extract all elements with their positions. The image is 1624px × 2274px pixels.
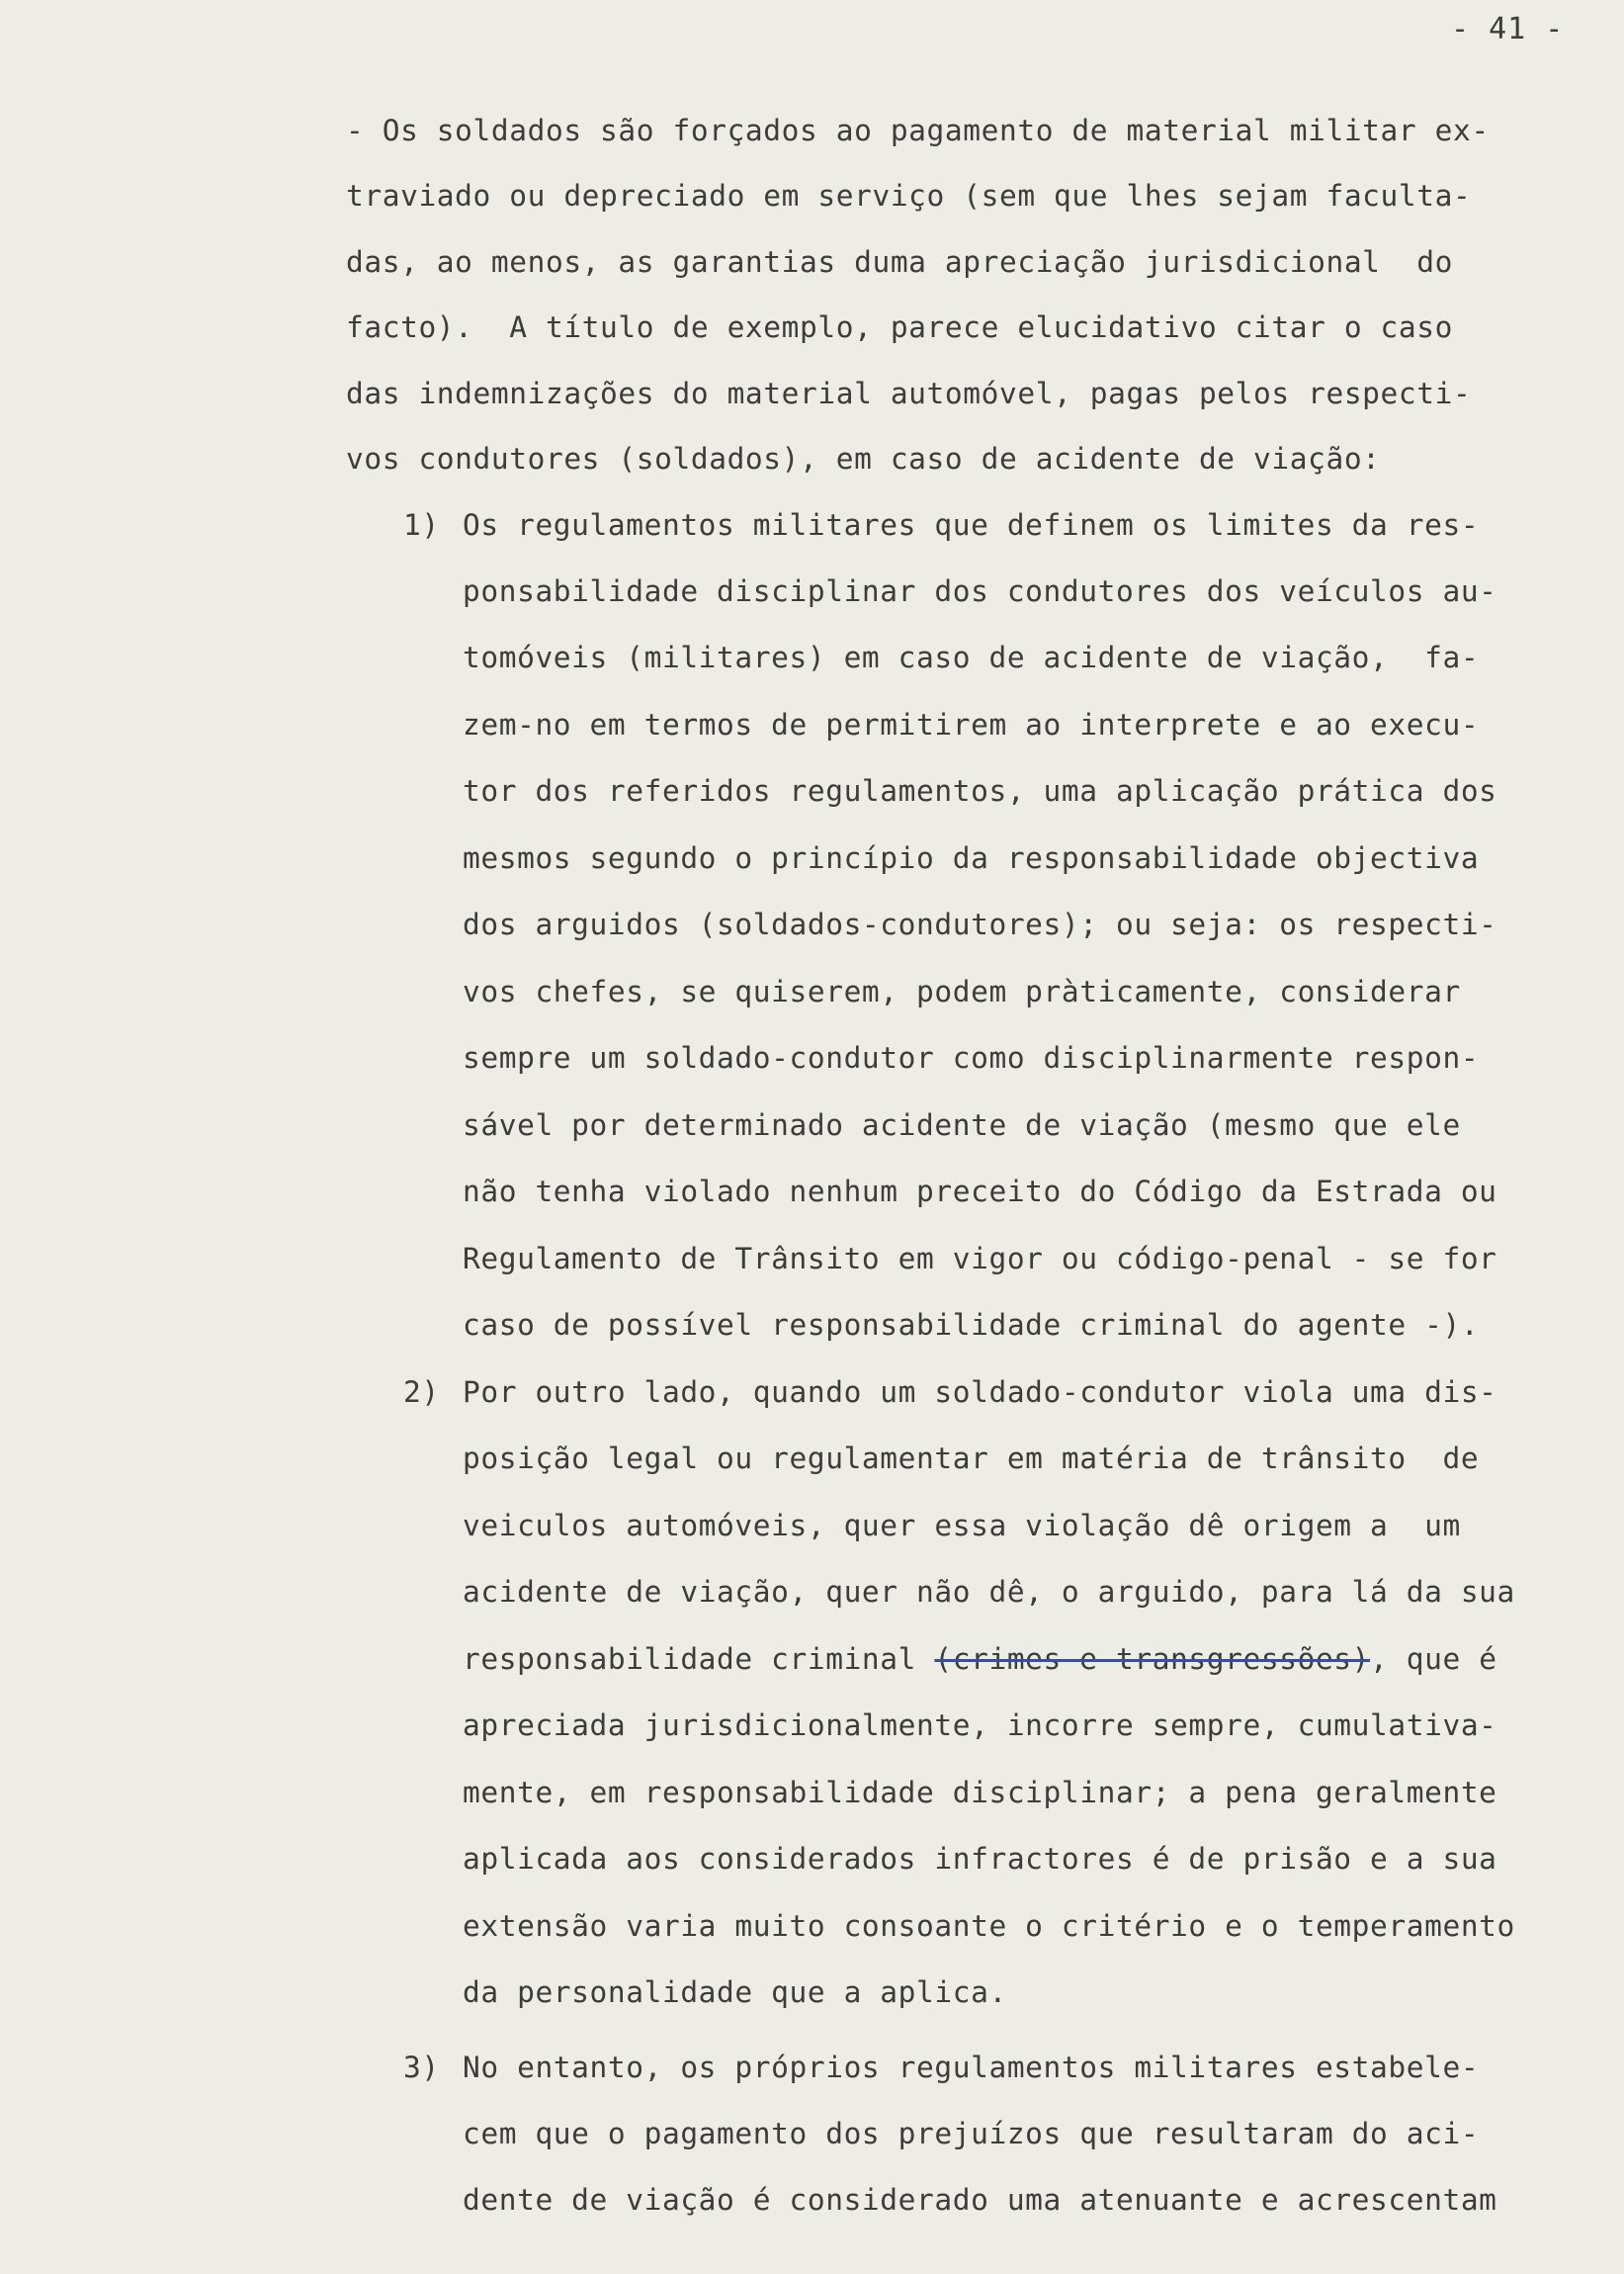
text-line: vos chefes, se quiserem, podem pràticamente, considerar bbox=[463, 975, 1461, 1008]
text-line: dos arguidos (soldados-condutores); ou seja: os respecti- bbox=[463, 908, 1497, 941]
text-line: dente de viação é considerado uma atenuante e acrescentam bbox=[463, 2183, 1497, 2217]
text-line-with-strike bbox=[463, 1641, 1497, 1677]
text-segment: responsabilidade criminal bbox=[463, 1642, 935, 1676]
item-number: 1) bbox=[403, 508, 440, 542]
text-line: mente, em responsabilidade disciplinar; a pena geralmente bbox=[463, 1776, 1497, 1809]
text-line: extensão varia muito consoante o critério e o temperamento bbox=[463, 1909, 1515, 1943]
text-line: facto). A título de exemplo, parece elucidativo citar o caso bbox=[346, 310, 1453, 344]
text-line: Regulamento de Trânsito em vigor ou código-penal - se for bbox=[463, 1242, 1497, 1275]
text-line: ponsabilidade disciplinar dos condutores dos veículos au- bbox=[463, 574, 1497, 608]
text-line: cem que o pagamento dos prejuízos que resultaram do aci- bbox=[463, 2117, 1480, 2150]
text-line: posição legal ou regulamentar em matéria de trânsito de bbox=[463, 1442, 1480, 1475]
text-line: Os regulamentos militares que definem os limites da res- bbox=[463, 508, 1480, 542]
item-number: 2) bbox=[403, 1375, 440, 1409]
text-line: tor dos referidos regulamentos, uma aplicação prática dos bbox=[463, 774, 1497, 808]
text-line: sável por determinado acidente de viação (mesmo que ele bbox=[463, 1108, 1461, 1142]
text-line: sempre um soldado-condutor como disciplinarmente respon- bbox=[463, 1041, 1480, 1075]
text-line: não tenha violado nenhum preceito do Código da Estrada ou bbox=[463, 1175, 1497, 1208]
text-line: acidente de viação, quer não dê, o arguido, para lá da sua bbox=[463, 1575, 1515, 1609]
text-line: Por outro lado, quando um soldado-condutor viola uma dis- bbox=[463, 1375, 1497, 1409]
text-line: aplicada aos considerados infractores é de prisão e a sua bbox=[463, 1842, 1497, 1876]
item-number: 3) bbox=[403, 2051, 440, 2084]
text-line: da personalidade que a aplica. bbox=[463, 1975, 1007, 2009]
text-line: das, ao menos, as garantias duma apreciação jurisdicional do bbox=[346, 245, 1453, 279]
text-line: mesmos segundo o princípio da responsabilidade objectiva bbox=[463, 841, 1480, 875]
text-line: - Os soldados são forçados ao pagamento de material militar ex- bbox=[346, 114, 1490, 147]
page-number: - 41 - bbox=[1451, 12, 1565, 46]
text-line: vos condutores (soldados), em caso de acidente de viação: bbox=[346, 442, 1381, 476]
text-line: caso de possível responsabilidade criminal do agente -). bbox=[463, 1308, 1480, 1342]
text-segment: , que é bbox=[1370, 1642, 1497, 1676]
text-line: traviado ou depreciado em serviço (sem que lhes sejam faculta- bbox=[346, 179, 1472, 213]
text-line: das indemnizações do material automóvel, pagas pelos respecti- bbox=[346, 377, 1472, 410]
text-line: tomóveis (militares) em caso de acidente de viação, fa- bbox=[463, 641, 1480, 674]
text-line: apreciada jurisdicionalmente, incorre sempre, cumulativa- bbox=[463, 1708, 1497, 1742]
text-line: zem-no em termos de permitirem ao interprete e ao execu- bbox=[463, 708, 1480, 742]
struck-text: (crimes e transgressões) bbox=[934, 1642, 1371, 1676]
text-line: veiculos automóveis, quer essa violação dê origem a um bbox=[463, 1509, 1461, 1542]
text-line: No entanto, os próprios regulamentos militares estabele- bbox=[463, 2051, 1480, 2084]
